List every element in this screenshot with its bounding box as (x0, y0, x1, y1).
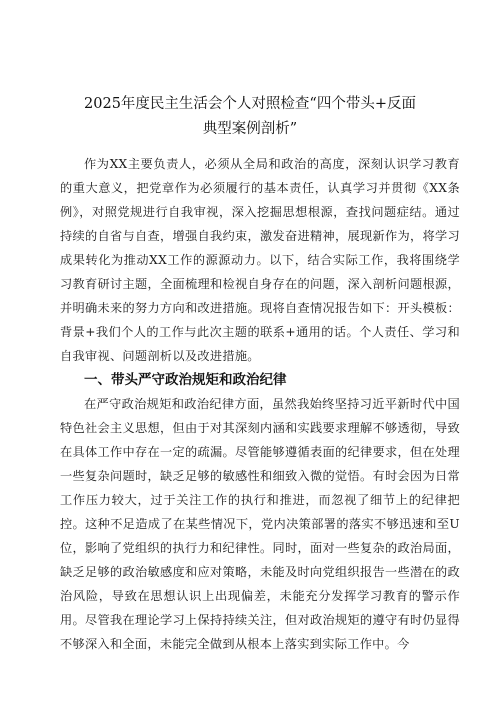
document-title: 2025年度民主生活会个人对照检查“四个带头+反面典型案例剖析” (84, 96, 416, 137)
document-body (60, 152, 460, 656)
intro-paragraph: 作为XX主要负责人，必须从全局和政治的高度，深刻认识学习教育的重大意义，把党章作为必须履行的基本责任，认真学习并贯彻《XX条例》，对照党规进行自我审视，深入挖掘思想根源，查找问题症结。通过持续的自省与自查，增强自我约束，激发奋进精神，展现新作为，将学习成果转化为推动XX工作的源源动力。以下，结合实际工作，我将围绕学习教育研讨主题，全面梳理和检视自身存在的问题，深入剖析问题根源，并明确未来的努力方向和改进措施。现将自查情况报告如下：开头模板：背景+我们个人的工作与此次主题的联系+通用的话。个人责任、学习和自我审视、问题剖析以及改进措施。 (60, 157, 460, 363)
section-paragraph: 在严守政治规矩和政治纪律方面，虽然我始终坚持习近平新时代中国特色社会主义思想，但由于对其深刻内涵和实践要求理解不够透彻，导致在具体工作中存在一定的疏漏。尽管能够遵循表面的纪律要求，但在处理一些复杂问题时，缺乏足够的敏感性和细致入微的觉悟。有时会因为日常工作压力较大，过于关注工作的执行和推进，而忽视了细节上的纪律把控。这种不足造成了在某些情况下，党内决策部署的落实不够迅速和至U位，影响了党组织的执行力和纪律性。同时，面对一些复杂的政治局面，缺乏足够的政治敏感度和应对策略，未能及时向党组织报告一些潜在的政治风险，导致在思想认识上出现偏差，未能充分发挥学习教育的警示作用。尽管我在理论学习上保持持续关注，但对政治规矩的遵守有时仍显得不够深入和全面，未能完全做到从根本上落实到实际工作中。今 (60, 397, 460, 651)
section-heading: 一、带头严守政治规矩和政治纪律 (84, 372, 287, 388)
